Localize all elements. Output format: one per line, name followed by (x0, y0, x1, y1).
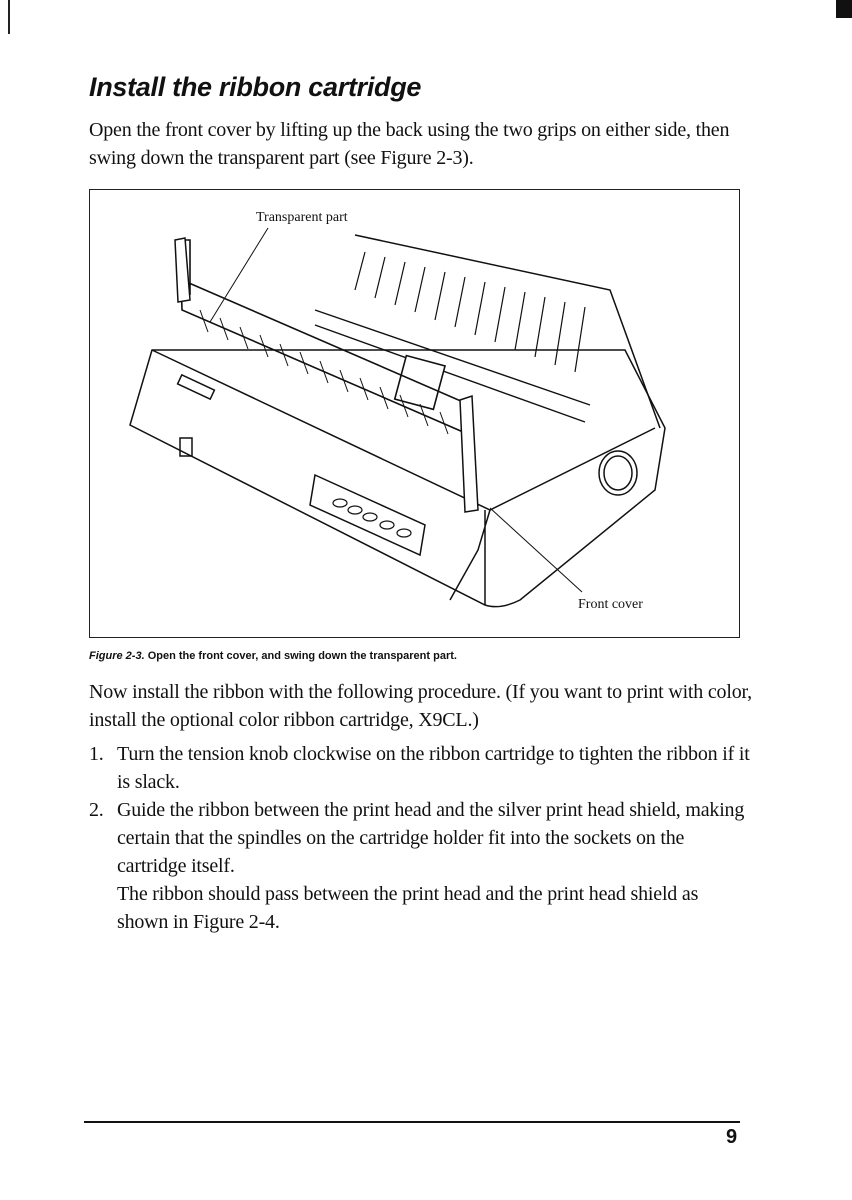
callout-transparent-part: Transparent part (256, 210, 348, 225)
leader-transparent (210, 228, 268, 322)
scan-margin-mark (8, 0, 10, 34)
figure-2-3 (89, 189, 740, 638)
step-2 (89, 796, 754, 936)
step-note: The ribbon should pass between the print head and the print head shield as shown in Figure 2-4. (117, 883, 699, 933)
section-heading: Install the ribbon cartridge (89, 72, 422, 102)
figure-caption-number: Figure 2-3. (89, 650, 145, 662)
scan-corner-mark (836, 0, 852, 18)
figure-caption (89, 650, 457, 662)
figure-caption-text: Open the front cover, and swing down the transparent part. (147, 650, 457, 662)
step-number: 2. (89, 799, 104, 821)
procedure-intro: Now install the ribbon with the following procedure. (If you want to print with color, install the optional color ribbon cartridge, X9CL.) (89, 681, 752, 731)
printer-illustration (90, 190, 741, 639)
footer-rule (84, 1121, 740, 1123)
callout-front-cover: Front cover (578, 597, 643, 612)
step-number: 1. (89, 743, 104, 765)
intro-paragraph: Open the front cover by lifting up the back using the two grips on either side, then swing down the transparent part (see Figure 2-3). (89, 119, 730, 169)
step-1 (89, 740, 754, 796)
step-text: Turn the tension knob clockwise on the ribbon cartridge to tighten the ribbon if it is slack. (117, 743, 750, 793)
step-text: Guide the ribbon between the print head and the silver print head shield, making certain that the spindles on the cartridge holder fit into the sockets on the cartridge itself. (117, 799, 745, 877)
left-grip (175, 238, 190, 302)
procedure-steps (89, 740, 754, 936)
page-number: 9 (726, 1126, 738, 1148)
